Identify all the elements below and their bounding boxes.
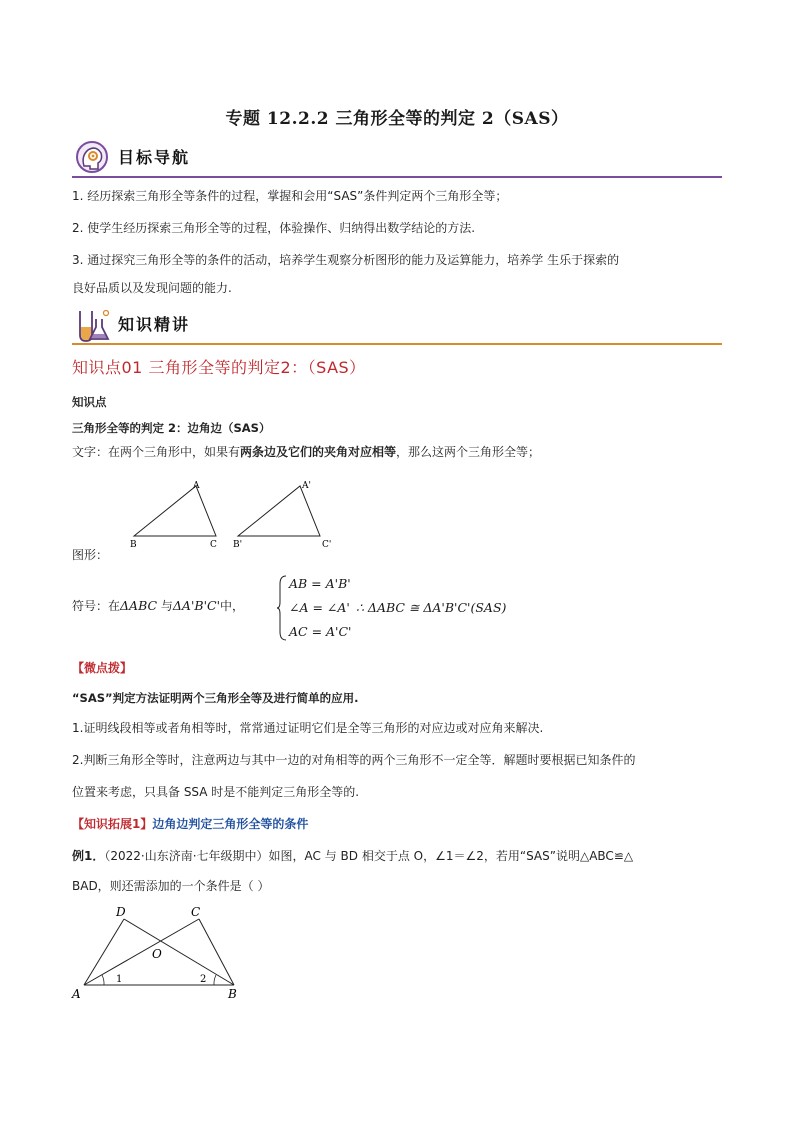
symbol-line bbox=[72, 597, 244, 614]
figure-label: 图形： bbox=[72, 548, 109, 562]
symbol-prefix: 符号：在 bbox=[72, 599, 121, 613]
angle-1-arc bbox=[102, 975, 104, 985]
extension-tag: 【知识拓展1】 bbox=[72, 817, 153, 831]
condition-2: ∠A = ∠A' bbox=[289, 600, 350, 615]
section-title: 知识精讲 bbox=[118, 315, 191, 334]
objective-1: 1. 经历探索三角形全等条件的过程，掌握和会用“SAS”条件判定两个三角形全等； bbox=[72, 189, 508, 203]
objective-3-cont: 良好品质以及发现问题的能力. bbox=[72, 281, 232, 295]
conclusion: ∴ ΔABC ≅ ΔA'B'C'(SAS) bbox=[356, 600, 507, 615]
extension-title: 边角边判定三角形全等的条件 bbox=[152, 817, 309, 831]
vertex-label-a-prime: A' bbox=[302, 481, 311, 491]
example-line-2: BAD，则还需添加的一个条件是（ ） bbox=[72, 879, 270, 893]
condition-1: AB = A'B' bbox=[289, 576, 351, 591]
tip-tag: 【微点拨】 bbox=[72, 661, 133, 675]
flask-icon bbox=[72, 305, 112, 345]
rule-text-prefix: 文字：在两个三角形中，如果有 bbox=[72, 445, 241, 459]
vertex-label-b-prime: B' bbox=[233, 540, 243, 550]
symbol-and: 与 bbox=[157, 599, 173, 613]
example-figure bbox=[64, 905, 254, 1005]
point-label-a: A bbox=[72, 987, 81, 1001]
tip-line-3: 2.判断三角形全等时，注意两边与其中一边的对角相等的两个三角形不一定全等．解题时要根据已知条件的 bbox=[72, 753, 636, 767]
objective-2: 2. 使学生经历探索三角形全等的过程，体验操作、归纳得出数学结论的方法. bbox=[72, 221, 476, 235]
page-title: 专题 12.2.2 三角形全等的判定 2（SAS） bbox=[225, 109, 569, 129]
sas-triangles-figure bbox=[120, 474, 360, 554]
vertex-label-c-prime: C' bbox=[322, 540, 332, 550]
section-header-knowledge bbox=[72, 305, 722, 345]
section-divider bbox=[72, 343, 722, 345]
angle-label-2: 2 bbox=[200, 974, 207, 985]
angle-label-1: 1 bbox=[116, 974, 123, 985]
point-label-o: O bbox=[152, 947, 162, 961]
objective-3: 3. 通过探究三角形全等的条件的活动，培养学生观察分析图形的能力及运算能力，培养学 生乐于探索的 bbox=[72, 253, 620, 267]
rule-title: 三角形全等的判定 2：边角边（SAS） bbox=[72, 421, 271, 435]
tip-line-2: 1.证明线段相等或者角相等时，常常通过证明它们是全等三角形的对应边或对应角来解决. bbox=[72, 721, 544, 735]
angle-2-arc bbox=[214, 975, 216, 985]
vertex-label-a: A bbox=[193, 481, 200, 491]
section-title: 目标导航 bbox=[118, 148, 191, 167]
example-line-1 bbox=[72, 846, 722, 866]
brain-gear-icon bbox=[72, 138, 112, 178]
symbol-in: 中， bbox=[220, 599, 245, 613]
vertex-label-b: B bbox=[130, 540, 137, 550]
rule-text-emphasis: 两条边及它们的夹角对应相等 bbox=[240, 445, 397, 459]
rule-text bbox=[72, 442, 722, 462]
vertex-label-c: C bbox=[210, 540, 217, 550]
section-header-navigation bbox=[72, 138, 722, 178]
triangle-a-prime bbox=[238, 486, 320, 536]
point-label-b: B bbox=[228, 987, 237, 1001]
point-label-c: C bbox=[191, 905, 201, 919]
section-divider bbox=[72, 176, 722, 178]
rule-text-suffix: ，那么这两个三角形全等； bbox=[396, 445, 541, 459]
knowledge-point-heading: 知识点 bbox=[72, 395, 107, 409]
triangle-abc bbox=[134, 486, 216, 536]
tip-line-4: 位置来考虑，只具备 SSA 时是不能判定三角形全等的. bbox=[72, 785, 360, 799]
condition-3: AC = A'C' bbox=[289, 624, 352, 639]
example-label: 例1． bbox=[72, 849, 105, 863]
extension-heading bbox=[72, 814, 722, 834]
brace-icon bbox=[276, 574, 288, 642]
example-text-1: （2022·山东济南·七年级期中）如图，AC 与 BD 相交于点 O，∠1＝∠2，若用“SAS”说明△ABC≌△ bbox=[104, 849, 634, 863]
segment-ac bbox=[84, 919, 199, 985]
symbol-tri1: ΔABC bbox=[120, 598, 158, 613]
tip-line-1: “SAS”判定方法证明两个三角形全等及进行简单的应用. bbox=[72, 691, 359, 705]
knowledge-point-title: 知识点01 三角形全等的判定2：（SAS） bbox=[72, 358, 366, 377]
symbol-tri2: ΔA'B'C' bbox=[172, 598, 221, 613]
point-label-d: D bbox=[116, 905, 126, 919]
